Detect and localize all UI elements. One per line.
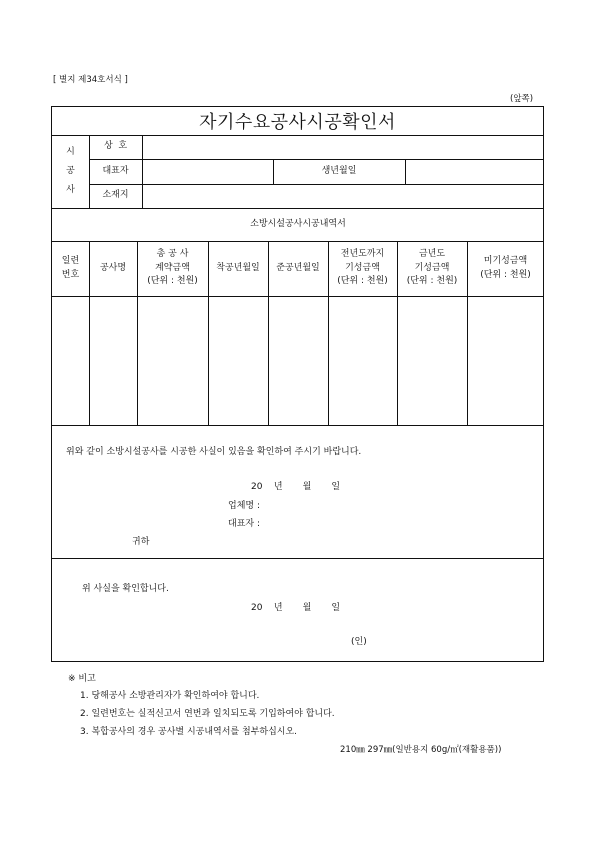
request-representative-label: 대표자 :	[228, 519, 260, 529]
column-header-remaining-amount: 미기성금액 (단위 : 천원)	[480, 256, 531, 280]
contractor-label: 시 공 사	[66, 147, 75, 195]
note-item: 1. 당해공사 소방관리자가 확인하여야 합니다.	[80, 691, 260, 701]
addressee-label: 귀하	[132, 537, 150, 547]
request-statement: 위와 같이 소방시설공사를 시공한 사실이 있음을 확인하여 주시기 바랍니다.	[66, 447, 362, 457]
notes-heading: ※ 비고	[68, 674, 96, 684]
table-entry-area[interactable]	[52, 297, 544, 425]
representative-label: 대표자	[102, 165, 129, 176]
confirmation-statement: 위 사실을 확인합니다.	[82, 584, 169, 594]
column-header-completion-date: 준공년월일	[276, 262, 320, 273]
note-item: 3. 복합공사의 경우 공사별 시공내역서를 첨부하십시오.	[80, 727, 298, 737]
representative-field[interactable]	[143, 160, 273, 184]
document-title: 자기수요공사시공확인서	[199, 112, 396, 133]
seal-label: (인)	[351, 637, 367, 647]
column-header-project-name: 공사명	[99, 262, 127, 273]
confirmation-date-line: 20 년 월 일	[251, 603, 341, 613]
birth-date-label: 생년월일	[321, 165, 357, 176]
company-name-label: 업체명 :	[228, 501, 260, 511]
trade-name-label: 상 호	[103, 141, 128, 152]
column-header-serial-number: 일련 번호	[61, 256, 80, 280]
address-field[interactable]	[143, 185, 543, 208]
column-header-contract-amount: 총 공 사 계약금액 (단위 : 천원)	[147, 249, 198, 287]
form-number: [ 별지 제34호서식 ]	[53, 75, 128, 85]
divider	[52, 425, 544, 426]
column-header-current-year-amount: 금년도 기성금액 (단위 : 천원)	[406, 249, 458, 287]
column-header-start-date: 착공년월일	[216, 262, 260, 273]
trade-name-field[interactable]	[143, 136, 543, 159]
page-side-label: (앞쪽)	[510, 94, 534, 104]
paper-spec: 210㎜ 297㎜(일반용지 60g/㎡(재활용품))	[340, 745, 502, 755]
column-header-prior-year-amount: 전년도까지 기성금액 (단위 : 천원)	[337, 249, 388, 287]
divider	[52, 558, 544, 559]
address-label: 소재지	[102, 190, 129, 201]
note-item: 2. 일련번호는 실적신고서 연번과 일치되도록 기입하여야 합니다.	[80, 709, 335, 719]
birth-date-field[interactable]	[406, 160, 543, 184]
table-caption: 소방시설공사시공내역서	[250, 218, 346, 229]
request-date-line: 20 년 월 일	[251, 482, 341, 492]
